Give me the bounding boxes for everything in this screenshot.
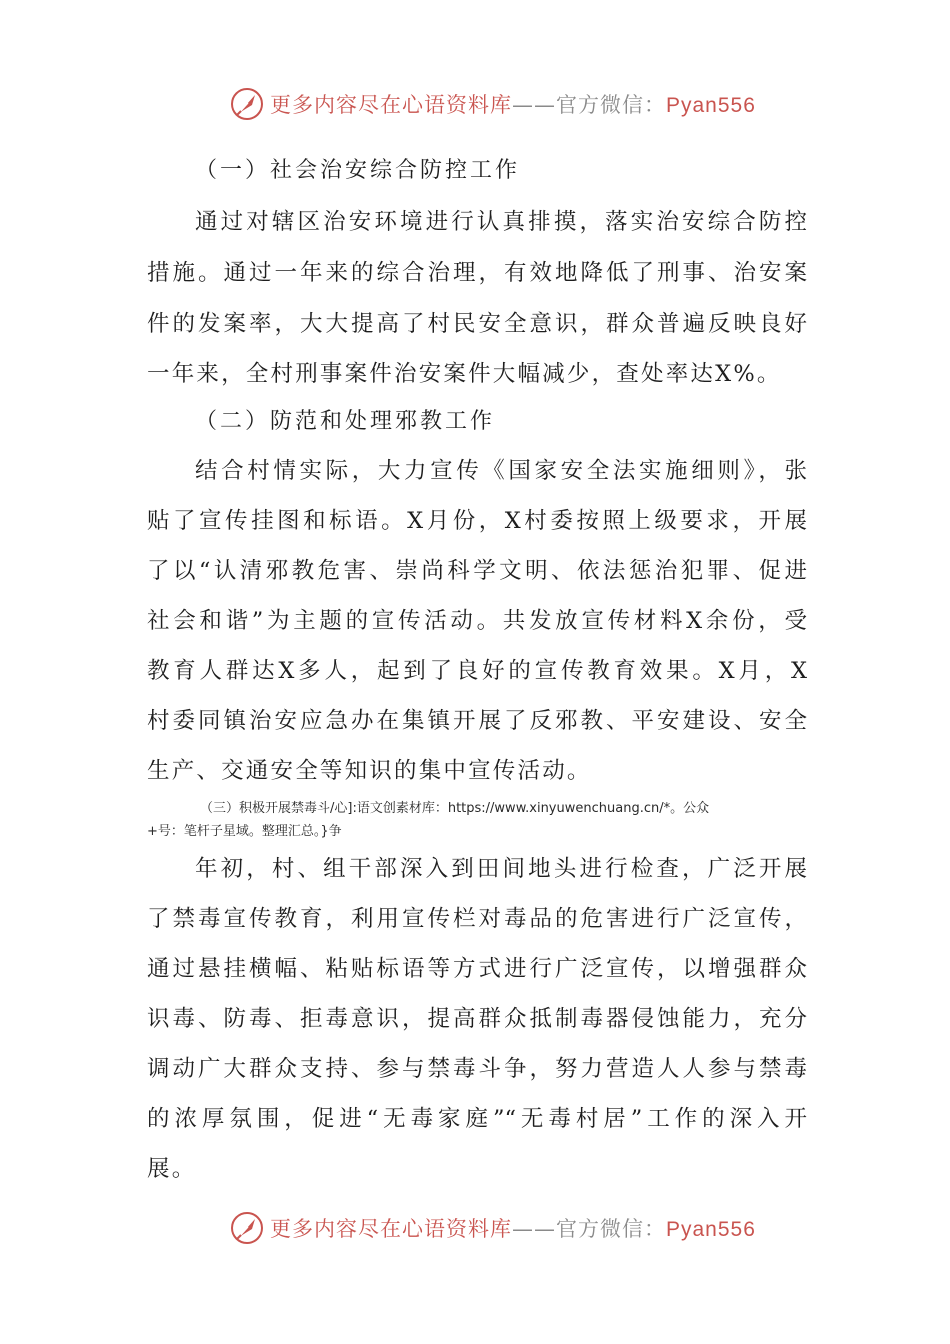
paragraph-line: 通过对辖区治安环境进行认真排摸，落实治安综合防控	[195, 209, 807, 235]
quill-logo-icon	[230, 1211, 264, 1245]
paragraph-line: 一年来，全村刑事案件治安案件大幅减少，查处率达X%。	[147, 361, 782, 387]
paragraph-line: 村委同镇治安应急办在集镇开展了反邪教、平安建设、安全	[147, 708, 807, 734]
paragraph-line: 结合村情实际，大力宣传《国家安全法实施细则》，张	[195, 458, 807, 484]
paragraph-line: 社会和谐”为主题的宣传活动。共发放宣传材料X余份，受	[147, 608, 807, 634]
paragraph-line: 贴了宣传挂图和标语。X月份，X村委按照上级要求，开展	[147, 508, 807, 534]
footer-banner	[230, 1208, 756, 1248]
paragraph-line: 的浓厚氛围，促进“无毒家庭”“无毒村居”工作的深入开	[147, 1106, 807, 1132]
section-heading-2: （二）防范和处理邪教工作	[195, 409, 496, 434]
section-heading-3: （三）积极开展禁毒斗/心]:语文创素材库：https://www.xinyuwenchuang.cn/*。公众	[200, 801, 710, 816]
paragraph-line: 措施。通过一年来的综合治理，有效地降低了刑事、治安案	[147, 260, 807, 286]
paragraph-line: 通过悬挂横幅、粘贴标语等方式进行广泛宣传，以增强群众	[147, 956, 807, 982]
paragraph-line: 调动广大群众支持、参与禁毒斗争，努力营造人人参与禁毒	[147, 1056, 807, 1082]
paragraph-line: 生产、交通安全等知识的集中宣传活动。	[147, 758, 592, 784]
section-heading-1: （一）社会治安综合防控工作	[195, 158, 521, 183]
paragraph-line: 了以“认清邪教危害、崇尚科学文明、依法惩治犯罪、促进	[147, 558, 807, 584]
paragraph-line: 年初，村、组干部深入到田间地头进行检查，广泛开展	[195, 856, 807, 882]
quill-logo-icon	[230, 87, 264, 121]
paragraph-line: 识毒、防毒、拒毒意识，提高群众抵制毒器侵蚀能力，充分	[147, 1006, 807, 1032]
paragraph-line: 展。	[147, 1156, 197, 1182]
banner-text: 更多内容尽在心语资料库——官方微信：Pyan556	[270, 93, 756, 117]
paragraph-line: 教育人群达X多人，起到了良好的宣传教育效果。X月，X	[147, 658, 807, 684]
paragraph-line: 了禁毒宣传教育，利用宣传栏对毒品的危害进行广泛宣传，	[147, 906, 807, 932]
paragraph-line: 件的发案率，大大提高了村民安全意识，群众普遍反映良好	[147, 311, 807, 337]
banner-text: 更多内容尽在心语资料库——官方微信：Pyan556	[270, 1217, 756, 1241]
section-heading-3-continued: +号：笔杆子星域。整理汇总。}争	[147, 824, 342, 839]
header-banner	[230, 84, 756, 124]
